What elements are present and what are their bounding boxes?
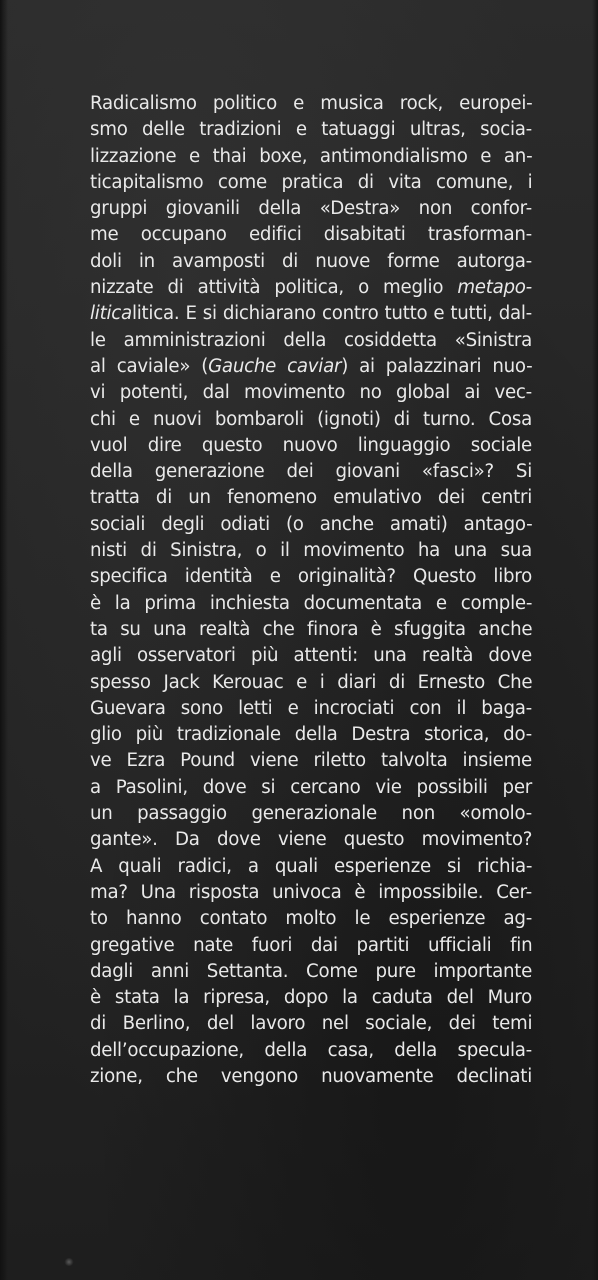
blurb-line-4: ticapitalismo come pratica di vita comune, i <box>90 171 533 193</box>
blurb-line-25: glio più tradizionale della Destra storica, do- <box>90 724 532 746</box>
cover-left-edge-shadow <box>0 0 8 1280</box>
blurb-line-11-roman: al caviale» ( <box>90 355 209 377</box>
blurb-line-5: gruppi giovanili della «Destra» non confor- <box>90 198 532 220</box>
blurb-line-12: vi potenti, dal movimento no global ai vec- <box>90 382 532 404</box>
blurb-line-33: gregative nate fuori dai partiti ufficiali fin <box>90 934 533 956</box>
blurb-line-31: ma? Una risposta univoca è impossibile. Cer- <box>90 881 532 903</box>
blurb-line-11-italic: Gauche caviar <box>208 355 342 377</box>
blurb-line-29: gante». Da dove viene questo movimento? <box>90 829 533 851</box>
blurb-line-17: sociali degli odiati (o anche amati) antago- <box>90 513 533 535</box>
blurb-line-15: della generazione dei giovani «fasci»? Si <box>90 461 532 483</box>
print-speck <box>64 1258 74 1266</box>
blurb-line-3: lizzazione e thai boxe, antimondialismo e an- <box>90 145 533 167</box>
blurb-line-8-roman: nizzate di attività politica, o meglio <box>90 277 458 299</box>
blurb-line-32: to hanno contato molto le esperienze ag- <box>90 908 533 930</box>
blurb-line-21: ta su una realtà che finora è sfuggita anche <box>90 618 533 640</box>
blurb-line-13: chi e nuovi bombaroli (ignoti) di turno. Cosa <box>90 408 532 430</box>
blurb-line-11 <box>90 354 532 380</box>
blurb-line-35: è stata la ripresa, dopo la caduta del Muro <box>90 987 532 1009</box>
blurb-line-10: le amministrazioni della cosiddetta «Sinistra <box>90 329 532 351</box>
blurb-line-18: nisti di Sinistra, o il movimento ha una sua <box>90 540 532 562</box>
cover-right-edge-shadow <box>592 0 598 1280</box>
blurb-line-8-italic: metapo- <box>457 277 532 299</box>
blurb-line-1: Radicalismo politico e musica rock, europei- <box>90 93 533 114</box>
blurb-line-20: è la prima inchiesta documentata e comple- <box>90 592 533 614</box>
blurb-line-28: un passaggio generazionale non «omolo- <box>90 803 532 825</box>
blurb-line-8 <box>90 275 532 301</box>
blurb-line-22: agli osservatori più attenti: una realtà dove <box>90 645 532 667</box>
blurb-line-36: di Berlino, del lavoro nel sociale, dei temi <box>90 1013 533 1035</box>
blurb-line-16: tratta di un fenomeno emulativo dei centri <box>90 487 532 509</box>
blurb-line-30: A quali radici, a quali esperienze si richia- <box>90 855 533 877</box>
blurb-line-19: specifica identità e originalità? Questo libro <box>90 566 532 588</box>
blurb-line-11-tail: ) ai palazzinari nuo- <box>341 355 533 377</box>
blurb-line-6: me occupano edifici disabitati trasforman- <box>90 224 532 246</box>
blurb-line-34: dagli anni Settanta. Come pure importante <box>90 960 533 982</box>
blurb-line-24: Guevara sono letti e incrociati con il baga- <box>90 697 532 719</box>
blurb-line-37: dell’occupazione, della casa, della specula- <box>90 1039 532 1061</box>
blurb-line-38: zione, che vengono nuovamente declinati <box>90 1065 532 1087</box>
blurb-line-14: vuol dire questo nuovo linguaggio sociale <box>90 434 532 456</box>
blurb-line-2: smo delle tradizioni e tatuaggi ultras, socia- <box>90 119 532 141</box>
blurb-line-9-roman: litica. E si dichiarano contro tutto e tutti, dal- <box>131 303 532 325</box>
blurb-line-9-italic: litica <box>90 303 132 325</box>
blurb-line-9 <box>90 301 532 327</box>
blurb-line-7: doli in avamposti di nuove forme autorga- <box>90 250 532 272</box>
blurb-line-27: a Pasolini, dove si cercano vie possibili per <box>90 776 532 798</box>
blurb-line-26: ve Ezra Pound viene riletto talvolta insieme <box>90 750 532 772</box>
blurb-text-block <box>90 91 532 1090</box>
blurb-line-23: spesso Jack Kerouac e i diari di Ernesto Che <box>90 671 533 693</box>
